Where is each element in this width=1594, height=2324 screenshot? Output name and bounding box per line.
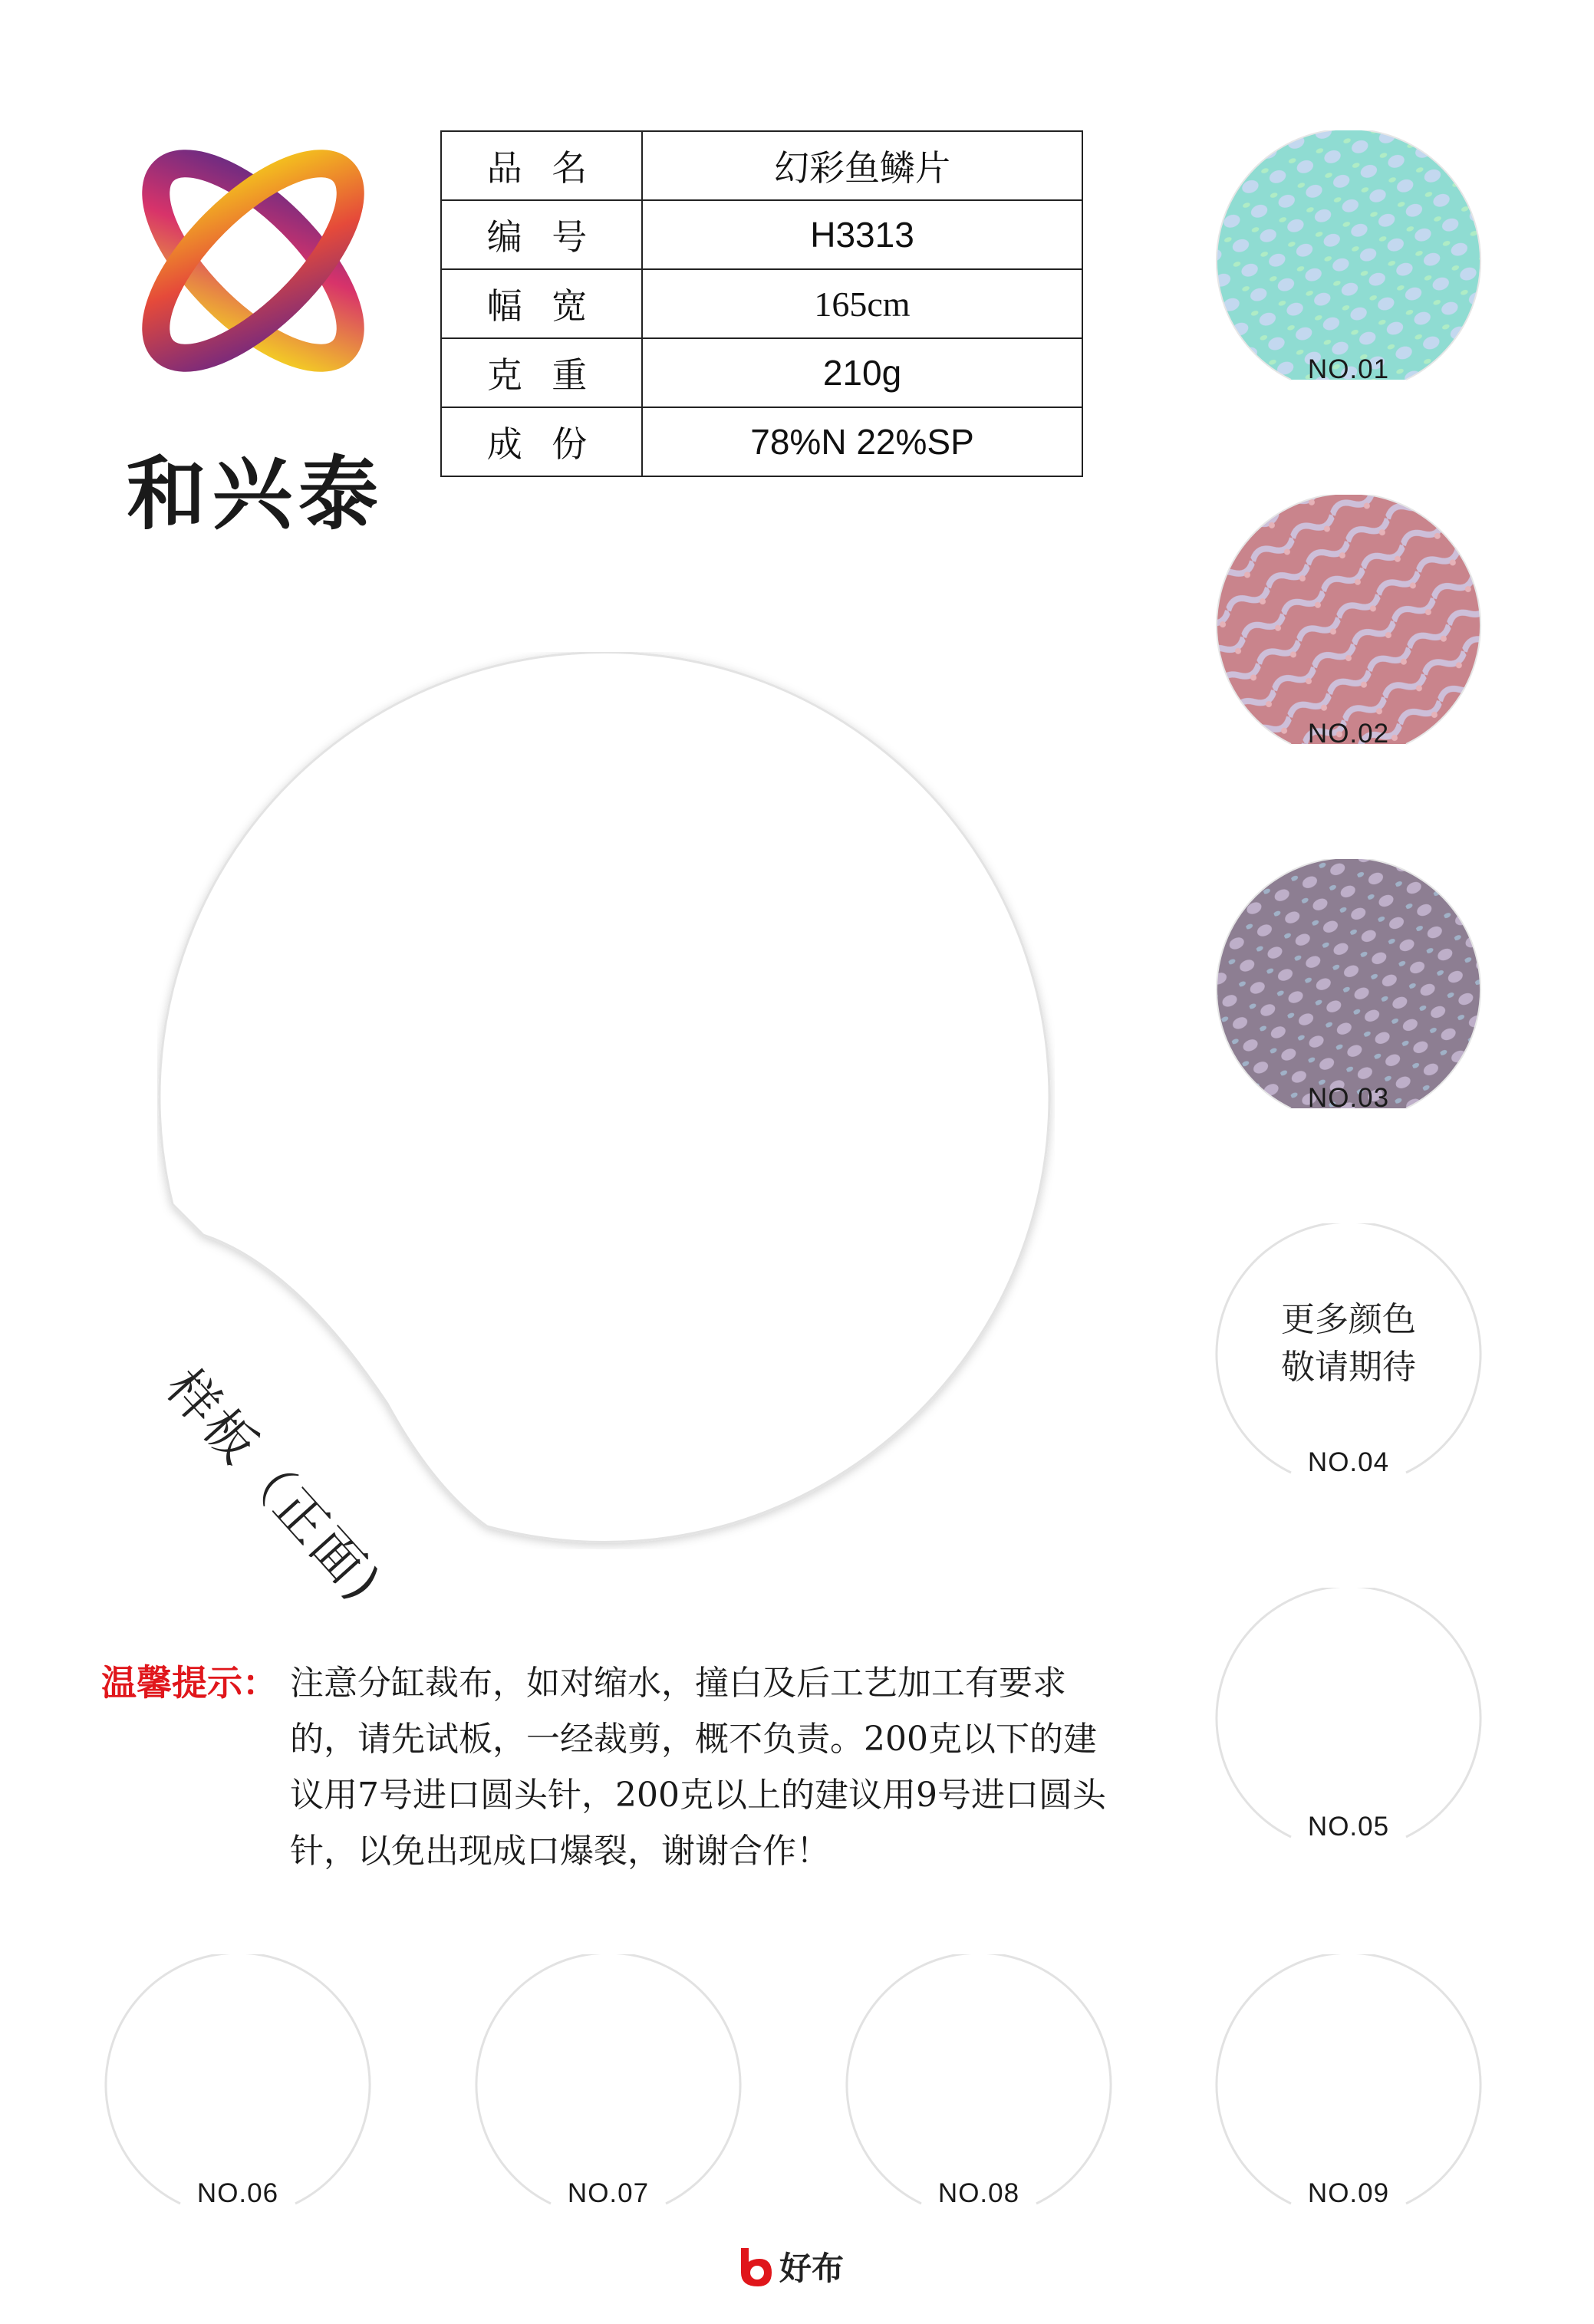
swatch-4[interactable] [1214, 1223, 1483, 1492]
swatch-number: NO.04 [1307, 1447, 1390, 1477]
spec-label: 克 重 [441, 338, 642, 407]
sample-board-label: 样板（正面) [154, 1358, 394, 1614]
spec-row [441, 200, 1082, 269]
swatch-8[interactable] [845, 1954, 1113, 2223]
swatch-2[interactable] [1214, 495, 1483, 763]
spec-value: 幻彩鱼鳞片 [642, 131, 1082, 200]
spec-value: H3313 [642, 200, 1082, 269]
swatch-6[interactable] [104, 1954, 372, 2223]
swatch-5[interactable] [1214, 1588, 1483, 1856]
haobu-logo-icon [736, 2245, 775, 2288]
footer-mark [736, 2243, 844, 2289]
spec-value: 210g [642, 338, 1082, 407]
swatch-7[interactable] [474, 1954, 743, 2223]
sample-board-circle [157, 652, 1055, 1549]
swatch-number: NO.03 [1307, 1083, 1390, 1113]
coming-soon-line-2: 敬请期待 [1281, 1348, 1416, 1387]
spec-label: 成 份 [441, 407, 642, 476]
spec-row [441, 407, 1082, 476]
swatch-9[interactable] [1214, 1954, 1483, 2223]
swatch-number: NO.05 [1307, 1812, 1390, 1842]
brand-logo-icon [123, 146, 384, 376]
swatch-number: NO.09 [1307, 2178, 1390, 2208]
footer-text: 好布 [779, 2250, 845, 2287]
spec-label: 品 名 [441, 131, 642, 200]
coming-soon-text [1214, 1296, 1483, 1391]
spec-value: 78%N 22%SP [642, 407, 1082, 476]
swatch-number: NO.08 [937, 2178, 1020, 2208]
spec-label: 幅 宽 [441, 269, 642, 338]
spec-row [441, 269, 1082, 338]
swatch-number: NO.06 [196, 2178, 279, 2208]
spec-row [441, 338, 1082, 407]
spec-label: 编 号 [441, 200, 642, 269]
coming-soon-line-1: 更多颜色 [1281, 1300, 1416, 1339]
swatch-number: NO.02 [1307, 719, 1390, 749]
swatch-3[interactable] [1214, 859, 1483, 1127]
spec-value: 165cm [642, 269, 1082, 338]
swatch-number: NO.01 [1307, 354, 1390, 384]
notice-body: 注意分缸裁布，如对缩水，撞白及后工艺加工有要求的，请先试板，一经裁剪，概不负责。200克以下的建议用7号进口圆头针，200克以上的建议用9号进口圆头针，以免出现成口爆裂，谢谢合作！ [290, 1664, 1106, 1871]
swatch-number: NO.07 [567, 2178, 650, 2208]
notice-title: 温馨提示： [101, 1662, 278, 1703]
swatch-1[interactable] [1214, 130, 1483, 399]
spec-row [441, 131, 1082, 200]
brand-name: 和兴泰 [127, 447, 385, 541]
spec-table [440, 130, 1083, 477]
